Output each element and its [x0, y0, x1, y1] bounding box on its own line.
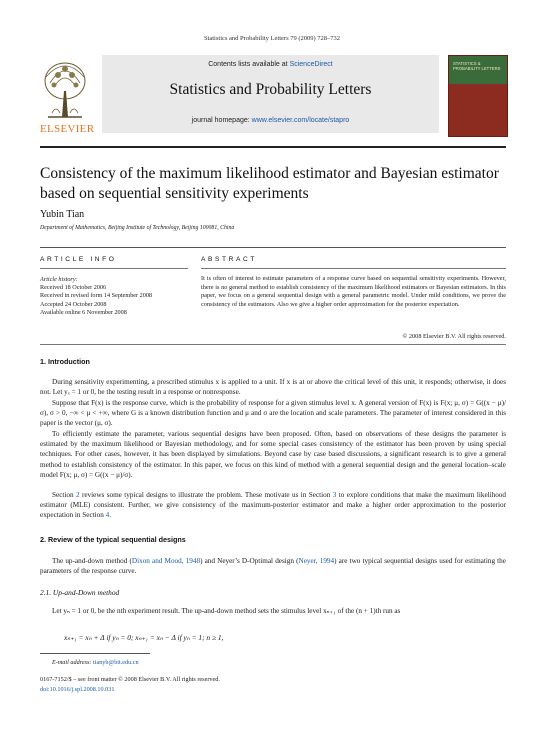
dixon-mood-citation-link[interactable]: Dixon and Mood, 1948 — [131, 557, 201, 565]
cover-title: STATISTICS & PROBABILITY LETTERS — [453, 61, 501, 71]
masthead-divider — [40, 146, 506, 148]
section-2-heading: 2. Review of the typical sequential designs — [40, 535, 186, 544]
journal-title: Statistics and Probability Letters — [169, 81, 372, 98]
neyer-citation-link[interactable]: Neyer, 1994 — [298, 557, 335, 565]
email-label: E-mail address: — [52, 659, 94, 666]
article-info-rule — [40, 268, 188, 269]
elsevier-wordmark: ELSEVIER — [40, 123, 95, 135]
intro-paragraph-4 — [40, 490, 506, 521]
author-email-link[interactable]: tianyb@bit.edu.cn — [93, 659, 139, 666]
intro-paragraph-3: To efficiently estimate the parameter, various sequential designs have been proposed. Often, based on observations of these designs the parameter is estimated by the maximum likelihood or Bayesian methodology, and for some special cases consistency of the estimator has been proven by using special techniques. For other cases, however, it has been displayed by simulations. Beyond case by case based discussions, a significant research is to give a general method to establish consistency of the estimator. In this paper, we focus on this kind of method with a general sequential design and the general location–scale model F(x; μ, σ) = G((x − μ)/σ). — [40, 430, 506, 479]
author-affiliation: Department of Mathematics, Beijing Institute of Technology, Beijing 100081, China — [40, 225, 235, 231]
history-received: Received 18 October 2006 — [40, 284, 107, 292]
subsection-2-1-heading: 2.1. Up-and-Down method — [40, 588, 120, 597]
footnote-email — [52, 659, 139, 666]
section-2-paragraph — [40, 556, 506, 576]
intro-paragraph-2: Suppose that F(x) is the response curve, which is the probability of response for a given stimulus level x. A general version of F(x) is F(x; μ, σ) = G((x − μ)/σ), σ > 0, −∞ < μ < +∞, where G is a known distribution function and μ and σ are the location and scale parameters. The parameter of interest considered in this paper is the vector (μ, σ). — [40, 399, 506, 428]
history-label: Article history: — [40, 276, 78, 283]
abstract-copyright: © 2008 Elsevier B.V. All rights reserved. — [402, 333, 506, 340]
journal-cover-thumbnail — [448, 55, 508, 137]
header-divider — [40, 247, 506, 248]
journal-homepage-link[interactable]: www.elsevier.com/locate/stapro — [251, 117, 350, 124]
intro-p4-text-d: . — [109, 511, 112, 520]
s2-text-a: The up-and-down method ( — [52, 557, 132, 565]
intro-p4-text-b: reviews some typical designs to illustrate the problem. These motivate us in Section — [79, 491, 333, 499]
history-accepted: Accepted 24 October 2008 — [40, 300, 107, 308]
issn-line: 0167-7152/$ – see front matter © 2008 Elsevier B.V. All rights reserved. — [40, 676, 220, 683]
article-history — [40, 276, 190, 317]
journal-reference: Statistics and Probability Letters 79 (2009) 728–732 — [203, 35, 341, 42]
article-info-heading: ARTICLE INFO — [40, 256, 117, 263]
abstract-heading: ABSTRACT — [201, 256, 257, 263]
journal-masthead — [40, 55, 506, 137]
section-3-ref-link[interactable]: 3 — [332, 491, 337, 499]
section-1-heading: 1. Introduction — [40, 357, 90, 366]
intro-p4-text-a: Section — [52, 491, 76, 499]
author-name: Yubin Tian — [40, 209, 85, 220]
abstract-bottom-rule — [40, 344, 506, 345]
intro-p4-text-c: to explore conditions that make the maximum likelihood estimator (MLE) consistent. Further, we give consistency of the maximum-posterior estimator and make a higher order approximation to the posterior expectation in Section — [40, 491, 506, 520]
intro-paragraph-1: During sensitivity experimenting, a prescribed stimulus x is applied to a unit. If x is at or above the critical level of this unit, it responds; otherwise, it does not. Let yₓ = 1 or 0, be the testing result in a response or nonresponse. — [40, 378, 506, 397]
up-and-down-equation: xₙ₊₁ = xₙ + Δ if yₙ = 0; xₙ₊₁ = xₙ − Δ if yₙ = 1; n ≥ 1, — [64, 633, 224, 642]
s2-text-b: ) and Neyer’s D-Optimal design ( — [200, 557, 299, 565]
sciencedirect-link[interactable]: ScienceDirect — [289, 61, 333, 68]
contents-prefix: Contents lists available at — [208, 61, 290, 68]
abstract-text: It is often of interest to estimate parameters of a response curve based on sequential sensitivity experiments. However, there is no general method to establish consistency of the maximum likelihood estimators or Bayesian estimators. In this paper, we focus on a general sequential design with a general parametric model. Under mild conditions, we prove the consistency of the estimators. Also we give a higher order approximation for the posterior expectation. — [201, 275, 506, 308]
section-4-ref-link[interactable]: 4 — [105, 511, 110, 520]
history-online: Available online 6 November 2008 — [40, 308, 127, 316]
doi-link[interactable]: doi:10.1016/j.spl.2008.10.031 — [40, 686, 115, 693]
contents-line — [102, 61, 439, 68]
subsection-2-1-paragraph: Let yₙ = 1 or 0, be the nth experiment result. The up-and-down method sets the stimulus level xₙ₊₁ of the (n + 1)th run as — [52, 607, 401, 615]
section-2-ref-link[interactable]: 2 — [75, 491, 80, 499]
s2-text-c: ) are two typical sequential designs used for estimating the parameters of the response curve. — [40, 557, 506, 576]
article-title: Consistency of the maximum likelihood estimator and Bayesian estimator based on sequential sensitivity experiments — [40, 165, 499, 202]
abstract-rule — [201, 268, 506, 269]
homepage-prefix: journal homepage: — [191, 117, 252, 124]
history-revised: Received in revised form 14 September 2008 — [40, 292, 153, 300]
masthead-center-box — [102, 55, 439, 133]
homepage-line — [102, 117, 439, 124]
footnote-rule — [40, 653, 150, 654]
